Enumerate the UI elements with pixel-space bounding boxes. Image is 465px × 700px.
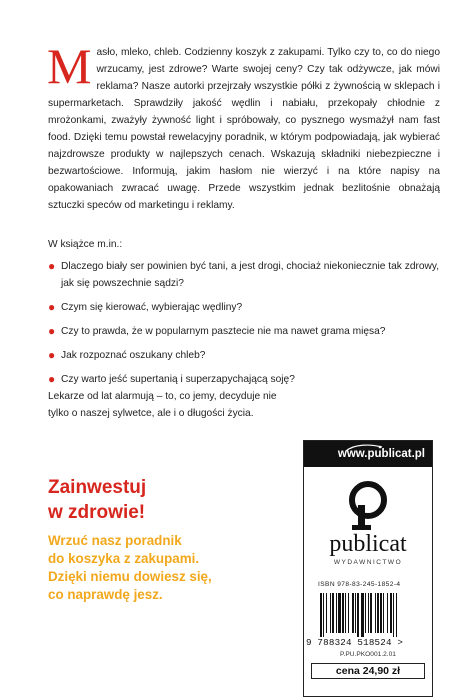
list-item: ● Czym się kierować, wybierając wędliny? <box>48 300 243 314</box>
list-item: ● Czy to prawda, że w popularnym pasztecie nie ma nawet grama mięsa? <box>48 324 386 338</box>
bullet-icon: ● <box>48 300 56 314</box>
question-list <box>48 258 440 395</box>
list-item: ● Czy warto jeść supertanią i superzapychającą soję? <box>48 372 295 386</box>
bullet-icon: ● <box>48 324 56 338</box>
drop-cap: M <box>47 38 92 94</box>
tagline-line: Dzięki niemu dowiesz się, <box>48 569 212 584</box>
slogan-line: w zdrowie! <box>48 502 146 523</box>
tagline <box>48 532 212 604</box>
isbn-label: ISBN 978-83-245-1852-4 <box>318 581 401 588</box>
price-tag: cena 24,90 zł <box>311 663 425 679</box>
tagline-line: do koszyka z zakupami. <box>48 551 200 566</box>
publisher-website: www.publicat.pl <box>337 448 425 460</box>
publisher-website-bar <box>304 441 432 467</box>
outro-paragraph: Lekarze od lat alarmują – to, co jemy, decyduje nie tylko o naszej sylwetce, ale i o długości życia. <box>48 391 277 419</box>
product-code: P.PU.PKO001.2.01 <box>340 651 396 658</box>
publicat-p-logo-icon <box>346 481 390 531</box>
slogan-heading <box>48 475 146 525</box>
list-label: W książce m.in.: <box>48 239 123 250</box>
bullet-icon: ● <box>48 348 56 362</box>
barcode <box>318 593 418 637</box>
tagline-line: Wrzuć nasz poradnik <box>48 533 182 548</box>
swoosh-icon <box>344 443 384 453</box>
tagline-line: co naprawdę jesz. <box>48 587 163 602</box>
publisher-box <box>303 440 433 697</box>
list-item: ● Dlaczego biały ser powinien być tani, a jest drogi, chociaż niekoniecznie tak zdrowy, jak się powszechnie sądzi? <box>48 259 440 289</box>
intro-text: asło, mleko, chleb. Codzienny koszyk z zakupami. Tylko czy to, co do niego wrzucamy, jest zdrowe? Warte swojej ceny? Czy tak odżywcze, jak mówi reklama? Nasze autorki przejrzały wszystkie półki z żywnością w sklepach i supermarketach. Sprawdziły jakość wędlin i nabiału, przekopały chłodnie z mrożonkami, zważyły żywność light i spróbowały, co pysznego wysmażył nam fast food. Dzięki temu powstał rewelacyjny poradnik, w którym podpowiadają, jak wybierać najzdrowsze produkty w najlepszych cenach. Wskazują składniki niebezpieczne i bezwartościowe. Informują, jakim hasłom nie wierzyć i na które napisy na opakowaniach zwracać uwagę. Przede wszystkim jednak bezlitośnie obnażają sztuczki speców od marketingu i reklamy. <box>48 47 440 211</box>
list-item: ● Jak rozpoznać oszukany chleb? <box>48 348 206 362</box>
intro-paragraph <box>47 38 440 214</box>
publisher-name: publicat <box>329 531 407 557</box>
barcode-digits: 9 788324 518524 > <box>306 637 404 648</box>
bullet-icon: ● <box>48 372 56 386</box>
bullet-icon: ● <box>48 259 56 273</box>
publisher-subtitle: WYDAWNICTWO <box>333 559 403 566</box>
slogan-line: Zainwestuj <box>48 477 147 498</box>
